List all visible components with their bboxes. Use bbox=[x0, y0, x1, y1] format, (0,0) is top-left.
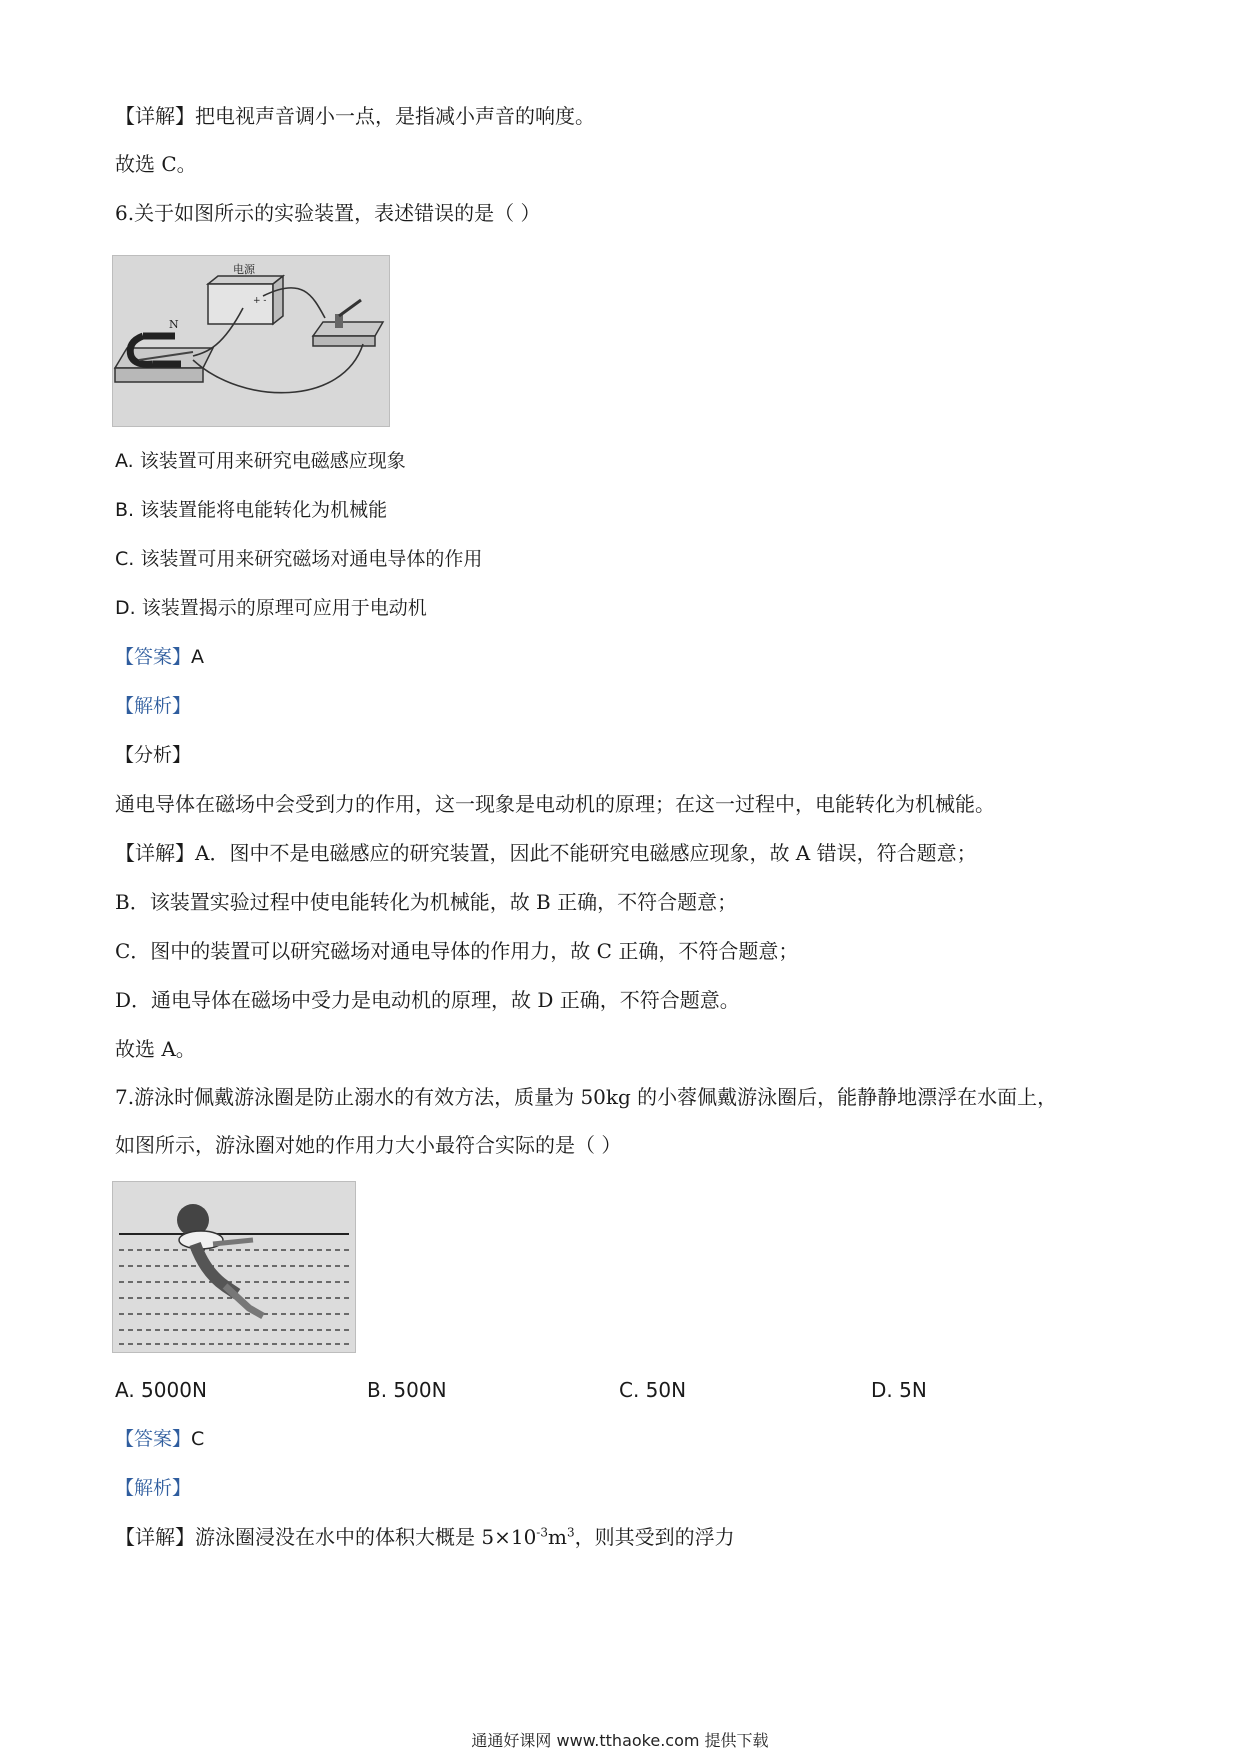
page-footer: 通通好课网 www.tthaoke.com 提供下载 bbox=[471, 1731, 769, 1750]
line-detail-volume: 【详解】把电视声音调小一点，是指减小声音的响度。 bbox=[115, 104, 595, 128]
figure-motor-apparatus bbox=[112, 255, 390, 427]
q6-answer-tag: 【答案】 bbox=[115, 646, 192, 668]
q7-detail-post: ，则其受到的浮力 bbox=[574, 1525, 735, 1549]
q6-analysis-text: 通电导体在磁场中会受到力的作用，这一现象是电动机的原理；在这一过程中，电能转化为机械能。 bbox=[115, 792, 995, 816]
q6-option-b: B. 该装置能将电能转化为机械能 bbox=[115, 499, 388, 521]
q7-option-b: B. 500N bbox=[367, 1378, 447, 1402]
swimmer-diagram bbox=[113, 1182, 355, 1352]
q7-detail-exponent: -3 bbox=[536, 1525, 548, 1540]
line-choose-c: 故选 C。 bbox=[115, 152, 197, 176]
q7-answer-tag: 【答案】 bbox=[115, 1428, 192, 1450]
q6-jiexi-tag: 【解析】 bbox=[115, 695, 192, 717]
q6-answer-value: A bbox=[191, 646, 205, 668]
q7-detail-pre: 【详解】游泳圈浸没在水中的体积大概是 5×10 bbox=[115, 1525, 537, 1549]
q7-option-d: D. 5N bbox=[871, 1378, 927, 1402]
q6-answer-line bbox=[115, 643, 204, 671]
power-terminals: + - bbox=[253, 296, 267, 306]
q6-option-d: D. 该装置揭示的原理可应用于电动机 bbox=[115, 597, 427, 619]
q7-option-a: A. 5000N bbox=[115, 1378, 207, 1402]
q6-option-c: C. 该装置可用来研究磁场对通电导体的作用 bbox=[115, 548, 483, 570]
q7-options-row bbox=[115, 1376, 975, 1406]
q7-detail-unit-exponent: 3 bbox=[566, 1525, 575, 1540]
figure-swimmer bbox=[112, 1181, 356, 1353]
q7-jiexi-tag: 【解析】 bbox=[115, 1477, 192, 1499]
q6-choose-a: 故选 A。 bbox=[115, 1037, 196, 1061]
q6-detail-b: B．该装置实验过程中使电能转化为机械能，故 B 正确，不符合题意； bbox=[115, 890, 738, 914]
q7-detail-line bbox=[115, 1523, 735, 1551]
question-6-stem: 6.关于如图所示的实验装置，表述错误的是（ ） bbox=[115, 201, 541, 225]
q7-answer-line bbox=[115, 1425, 204, 1453]
q7-detail-unit: m bbox=[548, 1525, 567, 1549]
magnet-label: N bbox=[169, 318, 179, 331]
question-7-stem-2: 如图所示，游泳圈对她的作用力大小最符合实际的是（ ） bbox=[115, 1133, 622, 1157]
motor-apparatus-diagram bbox=[113, 256, 389, 426]
q7-option-c: C. 50N bbox=[619, 1378, 687, 1402]
q6-option-a: A. 该装置可用来研究电磁感应现象 bbox=[115, 450, 406, 472]
power-label: 电源 bbox=[233, 263, 255, 276]
q6-detail-d: D．通电导体在磁场中受力是电动机的原理，故 D 正确，不符合题意。 bbox=[115, 988, 740, 1012]
q6-detail-a: 【详解】A．图中不是电磁感应的研究装置，因此不能研究电磁感应现象，故 A 错误，符合题意； bbox=[115, 841, 977, 865]
q7-answer-value: C bbox=[191, 1428, 205, 1450]
question-7-stem-1: 7.游泳时佩戴游泳圈是防止溺水的有效方法，质量为 50kg 的小蓉佩戴游泳圈后，能静静地漂浮在水面上， bbox=[115, 1085, 1058, 1109]
q6-fenxi-tag: 【分析】 bbox=[115, 744, 192, 766]
q6-detail-c: C．图中的装置可以研究磁场对通电导体的作用力，故 C 正确，不符合题意； bbox=[115, 939, 799, 963]
